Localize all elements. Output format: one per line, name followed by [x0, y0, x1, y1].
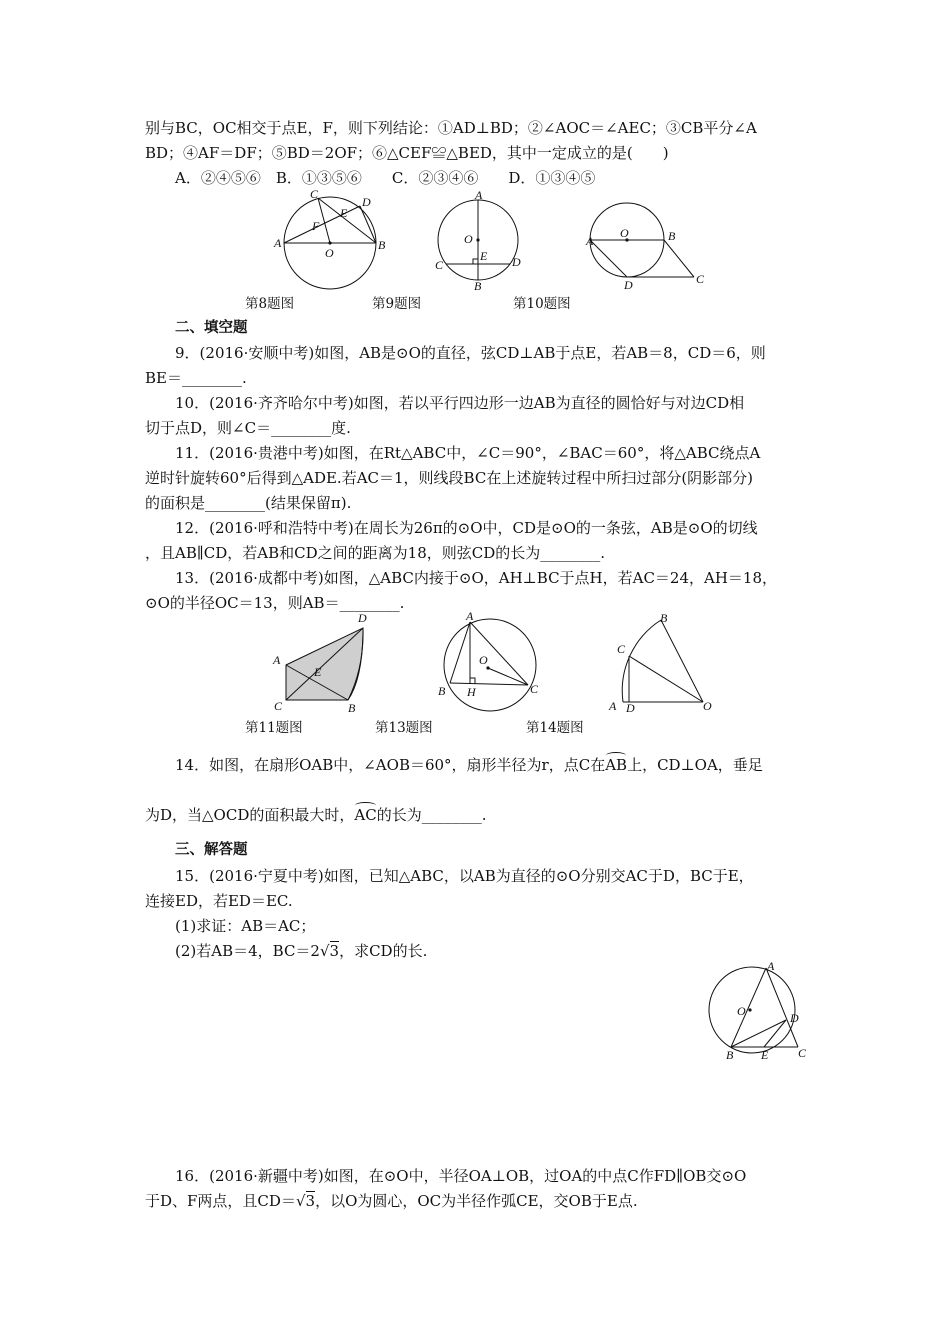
figure-11	[268, 608, 388, 718]
fig14-label-d: D	[626, 701, 635, 715]
q8-options: A．②④⑤⑥ B．①③⑤⑥ C．②③④⑥ D．①③④⑤	[175, 169, 596, 187]
fig14-label-a: A	[609, 699, 617, 713]
fig11-label-c: C	[274, 699, 283, 713]
fig10-label-c: C	[696, 272, 705, 286]
q9-line-1: 9．(2016·安顺中考)如图，AB是⊙O的直径，弦CD⊥AB于点E，若AB＝8，CD＝6，则	[175, 344, 766, 362]
caption-fig9: 第9题图	[372, 296, 422, 312]
q12-line-1: 12．(2016·呼和浩特中考)在周长为26π的⊙O中，CD是⊙O的一条弦，AB是⊙O的切线	[175, 519, 758, 537]
q16-line-2: 于D、F两点，且CD＝√3，以O为圆心，OC为半径作弧CE，交OB于E点.	[145, 1192, 638, 1210]
q14-line-2-tail: 的长为________.	[376, 806, 487, 824]
caption-fig8: 第8题图	[245, 296, 295, 312]
fig11-label-a: A	[273, 653, 281, 667]
figure-10	[582, 190, 712, 290]
fig11-label-b: B	[348, 701, 356, 715]
figure-8	[270, 187, 400, 292]
q13-line-2: ⊙O的半径OC＝13，则AB＝________.	[145, 594, 405, 612]
q11-line-2: 逆时针旋转60°后得到△ADE.若AC＝1，则线段BC在上述旋转过程中所扫过部分(阴影部分)	[145, 469, 754, 487]
q9-line-2: BE＝________.	[145, 369, 247, 387]
fig14-label-o: O	[703, 699, 712, 713]
q11-line-3: 的面积是________(结果保留π).	[145, 494, 352, 512]
q14-arc-ab: AB	[605, 756, 628, 774]
fig9-label-a: A	[475, 188, 483, 202]
fig15-label-e: E	[761, 1048, 769, 1062]
fig13-label-h: H	[467, 685, 476, 699]
fig13-label-o: O	[479, 653, 488, 667]
q14-arc-ac: AC	[354, 806, 377, 824]
fig10-label-d: D	[624, 278, 633, 292]
q15-part-1: (1)求证：AB＝AC；	[175, 917, 316, 935]
fig10-label-b: B	[668, 229, 676, 243]
q15-line-2: 连接ED，若ED＝EC.	[145, 892, 293, 910]
figure-15	[706, 960, 816, 1060]
fig14-label-b: B	[660, 611, 668, 625]
q14-line-2	[145, 805, 486, 825]
q14-line-1-text: 14．如图，在扇形OAB中，∠AOB＝60°，扇形半径为r，点C在	[175, 756, 606, 774]
q13-line-1: 13．(2016·成都中考)如图，△ABC内接于⊙O，AH⊥BC于点H，若AC＝24，AH＝18，	[175, 569, 778, 587]
fig15-label-c: C	[798, 1046, 807, 1060]
fig15-label-o: O	[737, 1004, 746, 1018]
q8-line-2: BD；④AF＝DF；⑤BD＝2OF；⑥△CEF≌△BED，其中一定成立的是( )	[145, 144, 669, 162]
figure-9	[430, 188, 530, 293]
q11-line-1: 11．(2016·贵港中考)如图，在Rt△ABC中，∠C＝90°，∠BAC＝60°，将△ABC绕点A	[175, 444, 761, 462]
q15-part-2-text: (2)若AB＝4，BC＝2	[175, 942, 320, 960]
fig8-label-d: D	[362, 195, 371, 209]
fig9-label-d: D	[512, 255, 521, 269]
q15-line-1: 15．(2016·宁夏中考)如图，已知△ABC，以AB为直径的⊙O分别交AC于D，BC于E，	[175, 867, 754, 885]
q8-line-1: 别与BC，OC相交于点E，F，则下列结论：①AD⊥BD；②∠AOC＝∠AEC；③CB平分∠A	[145, 119, 757, 137]
q14-line-2-text: 为D，当△OCD的面积最大时，	[145, 806, 355, 824]
fig9-label-b: B	[474, 279, 482, 293]
fig8-label-o: O	[325, 246, 334, 260]
q15-part-2-radicand: 3	[329, 942, 340, 960]
q15-part-2: (2)若AB＝4，BC＝2√3，求CD的长.	[175, 942, 428, 960]
section-2-title: 二、填空题	[175, 320, 248, 336]
fig11-label-d: D	[358, 611, 367, 625]
q15-part-2-tail: ，求CD的长.	[339, 942, 428, 960]
fig13-label-b: B	[438, 684, 446, 698]
fig8-label-b: B	[378, 238, 386, 252]
q10-line-2: 切于点D，则∠C＝________度.	[145, 419, 351, 437]
fig8-label-c: C	[310, 187, 319, 201]
fig9-label-e: E	[480, 249, 488, 263]
q16-line-1: 16．(2016·新疆中考)如图，在⊙O中，半径OA⊥OB，过OA的中点C作FD∥OB交⊙O	[175, 1167, 747, 1185]
q12-line-2: ，且AB∥CD，若AB和CD之间的距离为18，则弦CD的长为________.	[145, 544, 606, 562]
q14-line-1	[175, 755, 763, 775]
fig13-label-a: A	[466, 609, 474, 623]
fig15-label-b: B	[726, 1048, 734, 1062]
caption-fig11: 第11题图	[245, 720, 303, 736]
fig14-label-c: C	[617, 642, 626, 656]
caption-fig13: 第13题图	[375, 720, 433, 736]
fig11-label-e: E	[314, 665, 322, 679]
fig9-label-o: O	[464, 232, 473, 246]
caption-fig10: 第10题图	[513, 296, 571, 312]
fig15-label-a: A	[767, 959, 775, 973]
caption-fig14: 第14题图	[526, 720, 584, 736]
q16-line-2-text: 于D、F两点，且CD＝	[145, 1192, 296, 1210]
fig13-label-c: C	[530, 682, 539, 696]
fig8-label-f: F	[312, 219, 320, 233]
q16-line-2-radicand: 3	[305, 1192, 316, 1210]
figure-13	[432, 610, 552, 715]
section-3-title: 三、解答题	[175, 842, 248, 858]
fig10-label-o: O	[620, 226, 629, 240]
fig10-label-a: A	[586, 234, 594, 248]
q10-line-1: 10．(2016·齐齐哈尔中考)如图，若以平行四边形一边AB为直径的圆恰好与对边CD相	[175, 394, 745, 412]
fig8-label-a: A	[274, 236, 282, 250]
fig15-label-d: D	[790, 1011, 799, 1025]
figure-14	[605, 610, 715, 715]
q14-line-1-tail: 上，CD⊥OA，垂足	[627, 756, 763, 774]
fig8-label-e: E	[340, 206, 348, 220]
fig9-label-c: C	[435, 258, 444, 272]
q16-line-2-tail: ，以O为圆心，OC为半径作弧CE，交OB于E点.	[315, 1192, 638, 1210]
